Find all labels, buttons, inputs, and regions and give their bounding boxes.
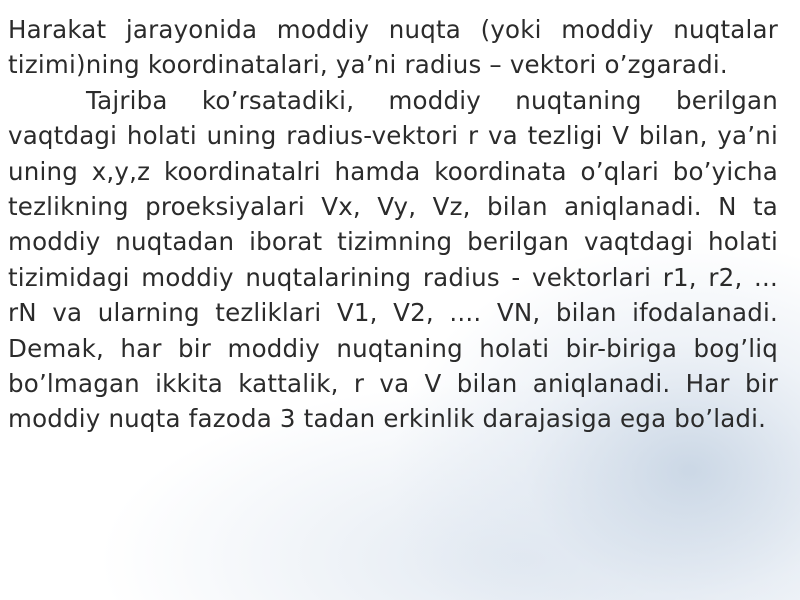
paragraph-2: Tajriba ko’rsatadiki, moddiy nuqtaning berilgan vaqtdagi holati uning radius-vektori r va tezligi V bilan, ya’ni uning x,y,z koordinatalri hamda koordinata o’qlari bo’yicha tezlikning proeksiyalari Vx, Vy, Vz, bilan aniqlanadi. N ta moddiy nuqtadan iborat tizimning berilgan vaqtdagi holati tizimidagi moddiy nuqtalarining radius - vektorlari r1, r2, ... rN va ularning tezliklari V1, V2, .... VN, bilan ifodalanadi. Demak, har bir moddiy nuqtaning holati bir-biriga bog’liq bo’lmagan ikkita kattalik, r va V bilan aniqlanadi. Har bir moddiy nuqta fazoda 3 tadan erkinlik darajasiga ega bo’ladi.	[8, 85, 778, 434]
paragraph-1: Harakat jarayonida moddiy nuqta (yoki moddiy nuqtalar tizimi)ning koordinatalari, ya’ni radius – vektori o’zgaradi.	[8, 15, 778, 80]
text-body	[8, 12, 778, 437]
